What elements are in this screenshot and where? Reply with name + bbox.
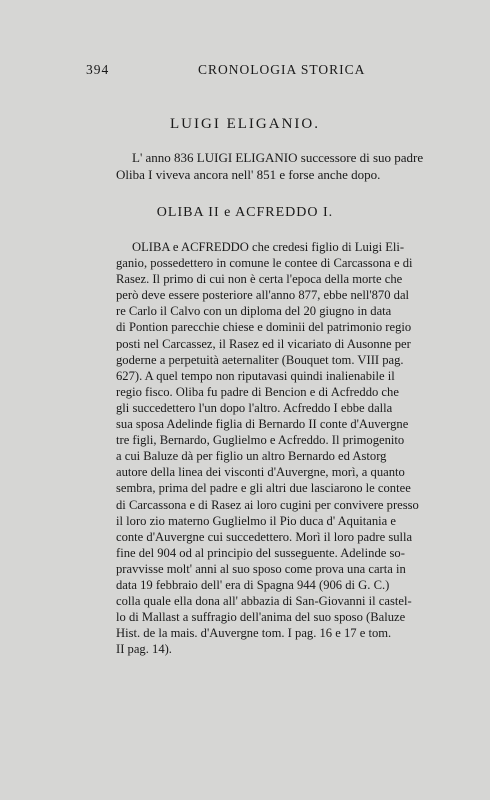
text-line: sua sposa Adelinde figlia di Bernardo II conte d'Auvergne: [116, 417, 409, 432]
text-line: gli succedettero l'un dopo l'altro. Acfreddo I ebbe dalla: [116, 400, 393, 415]
page-number: 394: [86, 62, 110, 77]
text-line: Rasez. Il primo di cui non è certa l'epoca della morte che: [116, 272, 403, 287]
text-line: L' anno 836 LUIGI ELIGANIO successore di suo padre: [132, 150, 424, 165]
text-line: a cui Baluze dà per figlio un altro Bernardo ed Astorg: [116, 449, 387, 464]
text-line: fine del 904 od al principio del susseguente. Adelinde so-: [116, 545, 405, 560]
text-line: sembra, prima del padre e gli altri due lasciarono le contee: [116, 481, 411, 496]
text-line: re Carlo il Calvo con un diploma del 20 giugno in data: [116, 304, 392, 319]
text-line: tre figli, Bernardo, Guglielmo e Acfreddo. Il primogenito: [116, 433, 405, 448]
entry-oliba: [116, 239, 456, 657]
section-title-oliba: OLIBA II e ACFREDDO I.: [156, 205, 334, 220]
text-line: conte d'Auvergne cui succedettero. Morì il loro padre sulla: [116, 529, 413, 544]
text-line: però deve essere posteriore all'anno 877, ebbe nell'870 dal: [116, 288, 410, 303]
text-line: autore della linea dei visconti d'Auvergne, morì, a quanto: [116, 465, 405, 480]
text-line: OLIBA e ACFREDDO che credesi figlio di Luigi Eli-: [132, 240, 405, 254]
text-line: Oliba I viveva ancora nell' 851 e forse anche dopo.: [116, 167, 381, 182]
section-title-luigi: LUIGI ELIGANIO.: [170, 116, 320, 132]
running-title: CRONOLOGIA STORICA: [198, 62, 366, 77]
text-line: colla quale ella dona all' abbazia di San-Giovanni il castel-: [116, 594, 412, 609]
text-line: posti nel Carcassez, il Rasez ed il vicariato di Ausonne per: [116, 336, 411, 351]
entry-luigi: [116, 149, 456, 183]
text-line: ganio, possedettero in comune le contee di Carcassona e di: [116, 256, 413, 271]
text-line: data 19 febbraio dell' era di Spagna 944 (906 di G. C.): [116, 577, 390, 592]
text-line: pravvisse molt' anni al suo sposo come prova una carta in: [116, 561, 406, 576]
text-line: lo di Mallast a suffragio dell'anima del suo sposo (Baluze: [116, 610, 406, 625]
text-line: goderne a perpetuità aeternaliter (Bouquet tom. VIII pag.: [116, 352, 404, 367]
text-line: II pag. 14).: [116, 642, 172, 657]
text-line: il loro zio materno Guglielmo il Pio duca d' Aquitania e: [116, 513, 396, 528]
text-line: Hist. de la mais. d'Auvergne tom. I pag. 16 e 17 e tom.: [116, 626, 392, 641]
text-line: di Pontion parecchie chiese e dominii del patrimonio regio: [116, 320, 412, 335]
text-line: regio fisco. Oliba fu padre di Bencion e di Acfreddo che: [116, 384, 399, 399]
text-line: 627). A quel tempo non riputavasi quindi inalienabile il: [116, 368, 395, 383]
text-line: di Carcassona e di Rasez ai loro cugini per convivere presso: [116, 497, 419, 512]
